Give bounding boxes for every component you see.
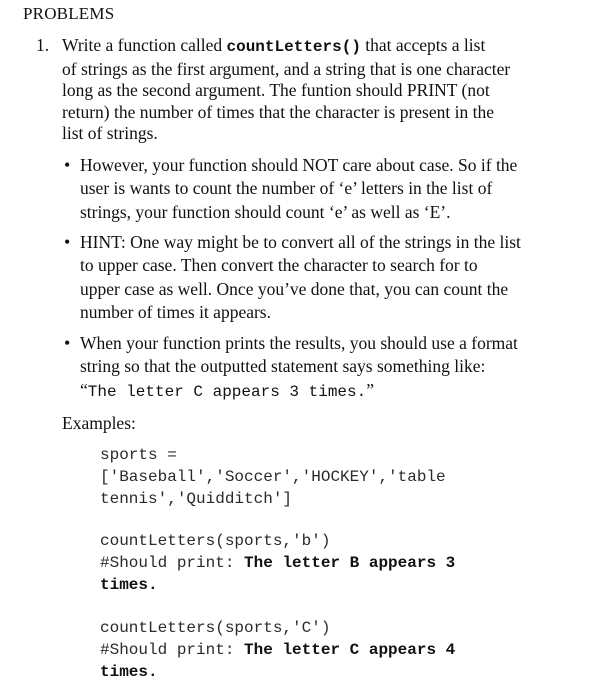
code-comment-line [100, 640, 560, 662]
problem-line-4: return) the number of times that the character is present in the [62, 101, 494, 122]
bullet-format-string [80, 332, 550, 404]
problem-line-1-rest: that accepts a list [365, 35, 486, 55]
problem-description [62, 35, 552, 145]
code-block-sports [100, 445, 560, 510]
bullet-dot: • [64, 155, 71, 175]
code-result-cont: times. [100, 662, 158, 681]
example-output-quote [80, 379, 550, 404]
code-call: countLetters(sports,'C') [100, 619, 331, 637]
code-result: The letter B appears 3 [244, 553, 456, 572]
problem-line-1 [62, 35, 552, 59]
bullet-line: HINT: One way might be to convert all of the strings in the list [80, 232, 521, 252]
code-line: sports = [100, 446, 177, 464]
bullet-line: user is wants to count the number of ‘e’ letters in the list of [80, 178, 493, 199]
code-line: ['Baseball','Soccer','HOCKEY','table [100, 467, 446, 486]
code-block-example-c [100, 618, 560, 683]
code-result-cont: times. [100, 575, 158, 594]
bullet-line: strings, your function should count ‘e’ as well as ‘E’. [80, 201, 451, 222]
code-block-example-b [100, 531, 560, 596]
function-name: countLetters() [226, 38, 361, 56]
code-comment: #Should print: [100, 553, 235, 572]
problem-line-3: long as the second argument. The funtion should PRINT (not [62, 80, 490, 101]
problem-intro: Write a function called [62, 35, 223, 55]
bullet-line: When your function prints the results, you should use a format [80, 333, 518, 353]
bullet-line: to upper case. Then convert the character to search for to [80, 255, 478, 276]
problem-number: 1. [36, 35, 50, 55]
close-quote: ” [366, 379, 375, 400]
example-output-text: The letter C appears 3 times. [87, 382, 367, 401]
code-call: countLetters(sports,'b') [100, 532, 331, 550]
code-result: The letter C appears 4 [244, 640, 456, 659]
section-heading: PROBLEMS [23, 4, 115, 23]
bullet-line: upper case as well. Once you’ve done that, you can count the [80, 278, 509, 299]
bullet-dot: • [64, 333, 71, 353]
problem-line-5: list of strings. [62, 123, 158, 144]
open-quote: “ [80, 379, 88, 400]
bullet-line: However, your function should NOT care about case. So if the [80, 155, 518, 175]
bullet-dot: • [64, 232, 71, 252]
bullet-case-insensitive [80, 154, 550, 224]
examples-label: Examples: [62, 413, 136, 433]
bullet-line: string so that the outputted statement says something like: [80, 356, 486, 377]
bullet-hint [80, 231, 550, 325]
code-line: tennis','Quidditch'] [100, 489, 293, 508]
code-comment: #Should print: [100, 640, 235, 659]
problem-line-2: of strings as the first argument, and a string that is one character [62, 58, 511, 79]
bullet-line: number of times it appears. [80, 302, 271, 323]
code-comment-line [100, 553, 560, 575]
